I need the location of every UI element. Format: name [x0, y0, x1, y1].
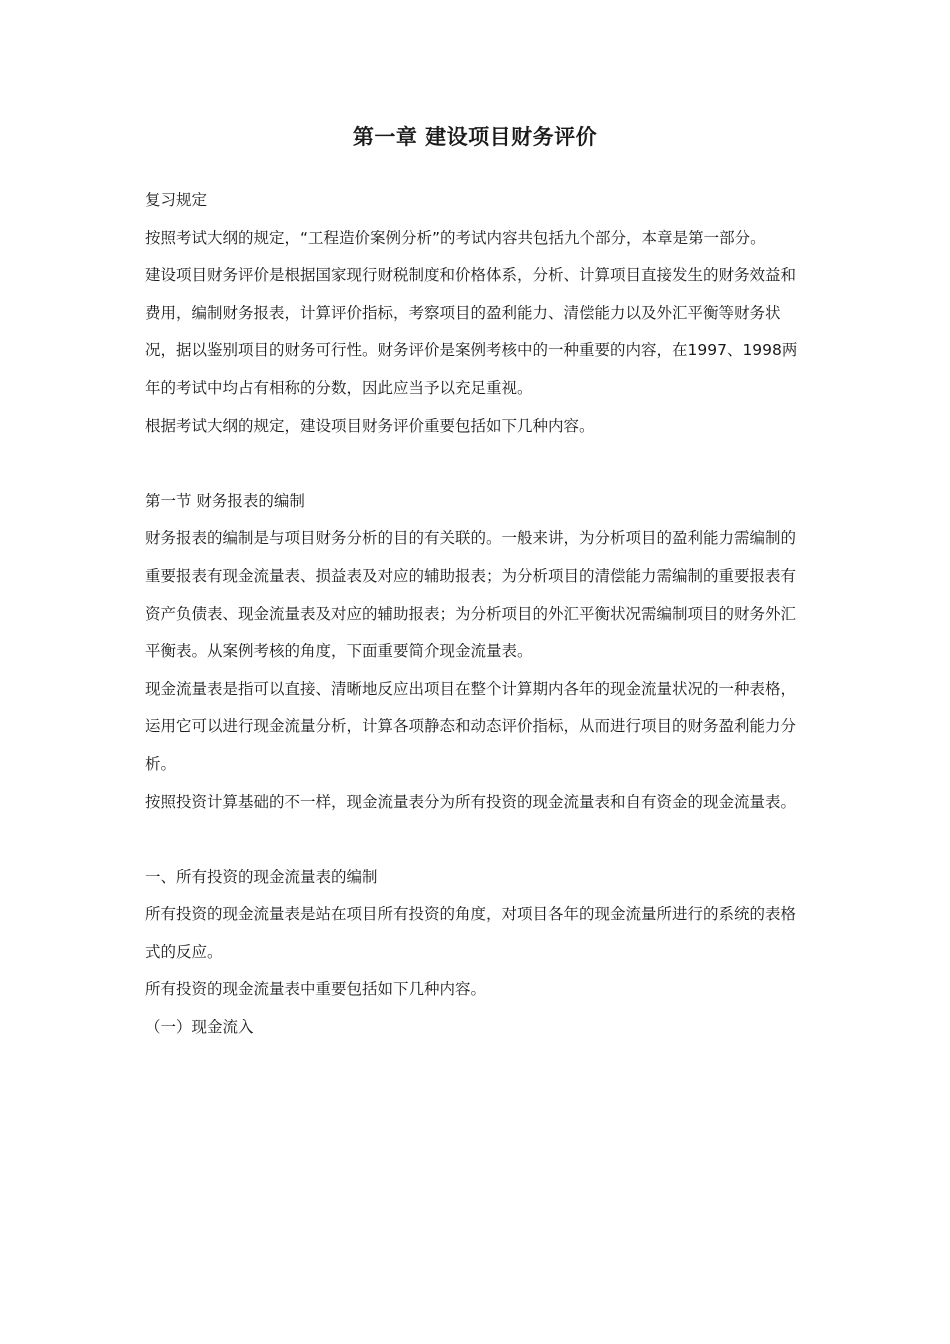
- spacer: [145, 445, 805, 483]
- paragraph-cash-flow-definition: 现金流量表是指可以直接、清晰地反应出项目在整个计算期内各年的现金流量状况的一种表格，运用它可以进行现金流量分析，计算各项静态和动态评价指标，从而进行项目的财务盈利能力分析。: [145, 679, 797, 773]
- paragraph-financial-evaluation: 建设项目财务评价是根据国家现行财税制度和价格体系，分析、计算项目直接发生的财务效益和费用，编制财务报表，计算评价指标，考察项目的盈利能力、清偿能力以及外汇平衡等财务状况，据以鉴别项目的财务可行性。财务评价是案例考核中的一种重要的内容，在1997、1998两年的考试中均占有相称的分数，因此应当予以充足重视。: [145, 266, 798, 397]
- spacer: [145, 821, 805, 859]
- paragraph-total-investment-cash-flow: 所有投资的现金流量表是站在项目所有投资的角度，对项目各年的现金流量所进行的系统的表格式的反应。: [145, 905, 797, 961]
- paragraph-exam-scope: 按照考试大纲的规定，“工程造价案例分析”的考试内容共包括九个部分，本章是第一部分。: [145, 228, 766, 247]
- subsection-heading: 一、所有投资的现金流量表的编制: [145, 867, 378, 886]
- paragraph-cash-flow-types: 按照投资计算基础的不一样，现金流量表分为所有投资的现金流量表和自有资金的现金流量表。: [145, 792, 797, 811]
- document-body: [145, 182, 805, 1047]
- list-item-cash-inflow: （一）现金流入: [145, 1018, 254, 1037]
- review-heading: 复习规定: [145, 191, 208, 209]
- chapter-title: 第一章 建设项目财务评价: [352, 125, 598, 149]
- paragraph-financial-statements: 财务报表的编制是与项目财务分析的目的有关联的。一般来讲，为分析项目的盈利能力需编制的重要报表有现金流量表、损益表及对应的辅助报表；为分析项目的清偿能力需编制的重要报表有资产负债表、现金流量表及对应的辅助报表；为分析项目的外汇平衡状况需编制项目的财务外汇平衡表。从案例考核的角度，下面重要简介现金流量表。: [145, 529, 797, 661]
- section-heading: 第一节 财务报表的编制: [145, 491, 305, 510]
- paragraph-contents-intro: 根据考试大纲的规定，建设项目财务评价重要包括如下几种内容。: [145, 416, 595, 435]
- paragraph-contents-list-intro: 所有投资的现金流量表中重要包括如下几种内容。: [145, 980, 487, 999]
